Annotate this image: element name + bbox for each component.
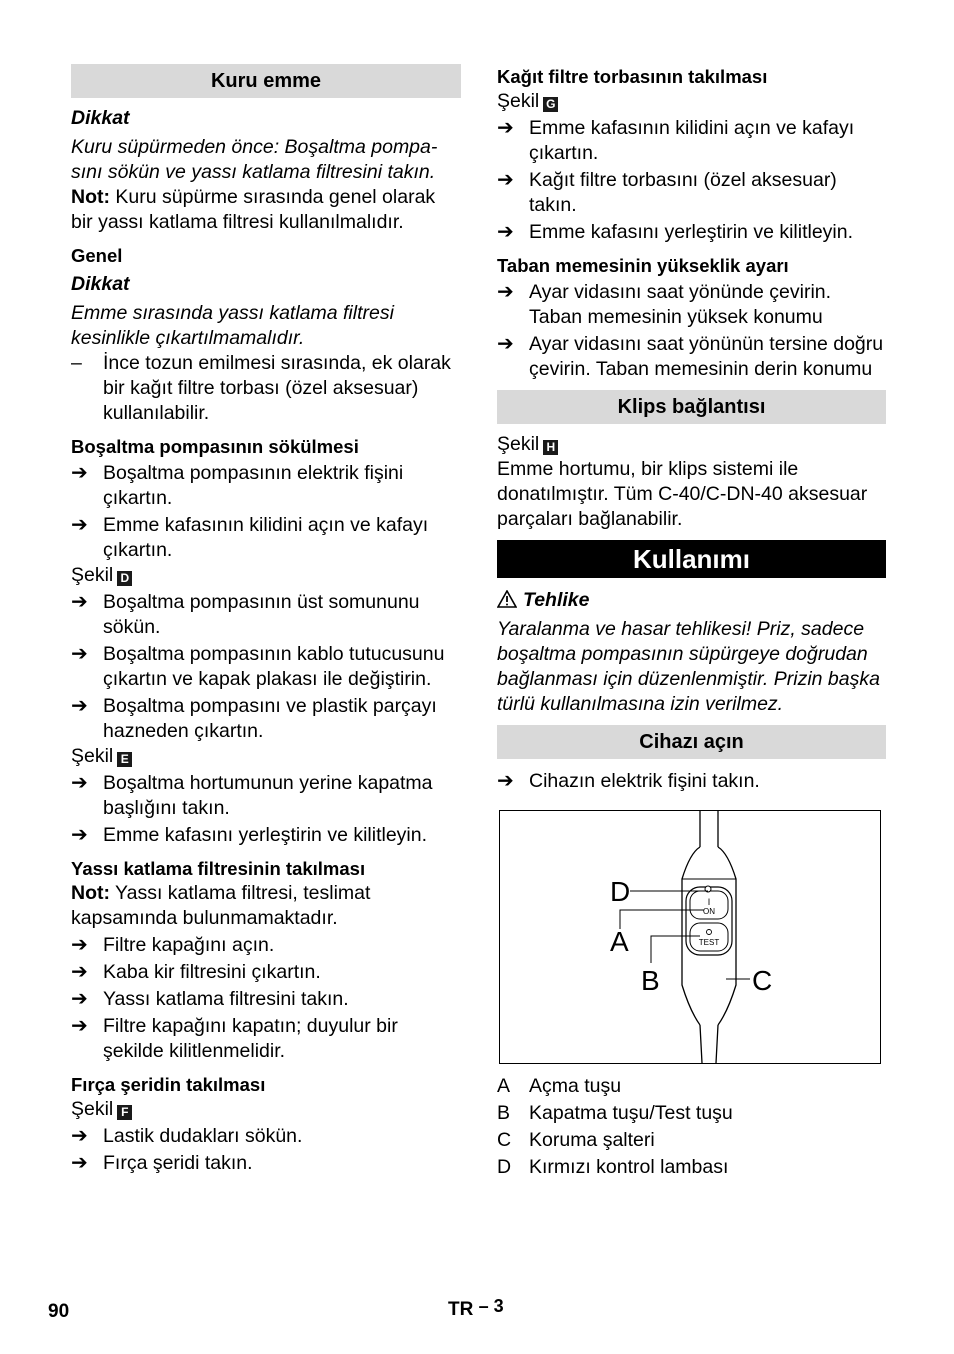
step-item [497, 280, 886, 330]
step-item [497, 116, 886, 166]
step-item [71, 1014, 461, 1064]
step-item [497, 769, 886, 794]
legend-item [497, 1155, 886, 1180]
arrow-icon: ➔ [71, 961, 88, 983]
figure-label: Şekil [71, 745, 114, 767]
figure-label: Şekil [497, 433, 540, 455]
label-d: D [610, 876, 631, 907]
figure-reference [71, 1097, 461, 1122]
note-paragraph [71, 185, 461, 235]
arrow-icon: ➔ [497, 333, 514, 355]
arrow-icon: ➔ [71, 1152, 88, 1174]
caution-label: Dikkat [71, 273, 130, 295]
chapter-heading-kullanim: Kullanımı [497, 540, 886, 578]
arrow-icon: ➔ [71, 988, 88, 1010]
note-label: Not: [71, 882, 110, 904]
arrow-icon: ➔ [71, 824, 88, 846]
legend-item [497, 1101, 886, 1126]
left-column [71, 64, 461, 1176]
legend-key: C [497, 1129, 512, 1151]
subheading-yassi: Yassı katlama filtresinin takılması [71, 858, 366, 879]
step-text: Filtre kapağını kapatın; duyulur bir şekilde kilitlenmelidir. [103, 1015, 398, 1062]
on-symbol: I [707, 897, 711, 907]
step-item [497, 332, 886, 382]
step-item [71, 461, 461, 511]
figure-letter-badge: H [543, 440, 558, 455]
figure-label: Şekil [71, 1098, 114, 1120]
arrow-icon: ➔ [71, 772, 88, 794]
step-item [71, 987, 461, 1012]
legend-text: Açma tuşu [529, 1075, 622, 1097]
arrow-icon: ➔ [71, 591, 88, 613]
arrow-icon: ➔ [71, 1015, 88, 1037]
section-heading-cihaz: Cihazı açın [497, 725, 886, 759]
on-button-label: ON [703, 907, 715, 916]
arrow-icon: ➔ [497, 169, 514, 191]
danger-text: Yaralanma ve hasar tehlikesi! Priz, sadece boşaltma pompasının süpürgeye doğrudan bağlanması için düzenlenmiştir. Prizin başka türlü kullanılmasına izin verilmez. [497, 618, 880, 715]
dash-item [71, 351, 461, 426]
note-text: Kuru süpürme sırasında genel olarak bir yassı katlama filtresi kullanılmalıdır. [71, 186, 436, 233]
caution-label: Dikkat [71, 107, 130, 129]
arrow-icon: ➔ [497, 770, 514, 792]
step-item [71, 694, 461, 744]
step-item [71, 1151, 461, 1176]
subheading-kagit: Kağıt filtre torbasının takılması [497, 66, 768, 87]
figure-reference [71, 563, 461, 588]
step-text: Cihazın elektrik fişini takın. [529, 770, 760, 792]
danger-label [497, 588, 886, 613]
step-text: Lastik dudakları sökün. [103, 1125, 303, 1147]
footer-language: TR [448, 1299, 474, 1320]
arrow-icon: ➔ [497, 281, 514, 303]
note-label: Not: [71, 186, 110, 208]
step-item [71, 823, 461, 848]
note-text: Yassı katlama filtresi, teslimat kapsamında bulunmamaktadır. [71, 882, 371, 929]
arrow-icon: ➔ [497, 221, 514, 243]
note-paragraph [71, 881, 461, 931]
step-text: Boşaltma hortumunun yerine kapatma başlığını takın. [103, 772, 433, 819]
test-button-label: TEST [698, 938, 720, 947]
subheading-genel: Genel [71, 245, 123, 266]
legend-text: Kırmızı kontrol lambası [529, 1156, 729, 1178]
legend-text: Koruma şalteri [529, 1129, 655, 1151]
step-item [71, 960, 461, 985]
step-item [497, 168, 886, 218]
step-text: Ayar vidasını saat yönünde çevirin. Taban memesinin yüksek konumu [529, 281, 832, 328]
footer-section [448, 1297, 504, 1322]
step-text: Kağıt filtre torbasını (özel aksesuar) takın. [529, 169, 837, 216]
arrow-icon: ➔ [71, 514, 88, 536]
arrow-icon: ➔ [71, 1125, 88, 1147]
dash-mark: – [71, 352, 82, 374]
figure-letter-badge: F [117, 1105, 132, 1120]
footer-section-number: – 3 [478, 1296, 504, 1316]
step-text: Emme kafasını yerleştirin ve kilitleyin. [103, 824, 428, 846]
step-text: Boşaltma pompasının üst somununu sökün. [103, 591, 420, 638]
section-heading-klips: Klips bağlantısı [497, 390, 886, 424]
subheading-bosaltma: Boşaltma pompasının sökülmesi [71, 436, 359, 457]
arrow-icon: ➔ [71, 643, 88, 665]
legend-item [497, 1128, 886, 1153]
step-text: Boşaltma pompasının elektrik fişini çıkartın. [103, 462, 404, 509]
step-text: Kaba kir filtresini çıkartın. [103, 961, 321, 983]
caution-text: Emme sırasında yassı katlama filtresi kesinlikle çıkartılmamalıdır. [71, 302, 394, 349]
danger-label-text: Tehlike [523, 589, 590, 611]
figure-reference [71, 744, 461, 769]
legend-key: A [497, 1075, 511, 1097]
step-text: Boşaltma pompasını ve plastik parçayı hazneden çıkartın. [103, 695, 437, 742]
step-text: Fırça şeridi takın. [103, 1152, 253, 1174]
figure-reference [497, 432, 886, 457]
figure-label: Şekil [497, 90, 540, 112]
legend-key: D [497, 1156, 512, 1178]
subheading-firca: Fırça şeridin takılması [71, 1074, 266, 1095]
arrow-icon: ➔ [71, 695, 88, 717]
step-item [71, 771, 461, 821]
step-text: Emme kafasının kilidini açın ve kafayı çıkartın. [103, 514, 429, 561]
label-c: C [752, 965, 773, 996]
arrow-icon: ➔ [71, 462, 88, 484]
step-item [71, 642, 461, 692]
step-item [71, 513, 461, 563]
warning-triangle-icon [497, 590, 517, 608]
step-text: Emme kafasını yerleştirin ve kilitleyin. [529, 221, 854, 243]
step-item [497, 220, 886, 245]
figure-letter-badge: D [117, 571, 132, 586]
figure-letter-badge: E [117, 752, 132, 767]
page-number: 90 [48, 1301, 70, 1322]
label-b: B [641, 965, 660, 996]
step-item [71, 1124, 461, 1149]
step-text: Boşaltma pompasının kablo tutucusunu çıkartın ve kapak plakası ile değiştirin. [103, 643, 445, 690]
klips-text: Emme hortumu, bir klips sistemi ile donatılmıştır. Tüm C-40/C-DN-40 aksesuar parçaları bağlanabilir. [497, 458, 868, 530]
subheading-taban: Taban memesinin yükseklik ayarı [497, 255, 789, 276]
legend-text: Kapatma tuşu/Test tuşu [529, 1102, 733, 1124]
step-text: Yassı katlama filtresini takın. [103, 988, 349, 1010]
legend-item [497, 1074, 886, 1099]
arrow-icon: ➔ [497, 117, 514, 139]
step-text: Emme kafasının kilidini açın ve kafayı çıkartın. [529, 117, 855, 164]
step-item [71, 590, 461, 640]
figure-reference [497, 89, 886, 114]
dash-text: İnce tozun emilmesi sırasında, ek olarak bir kağıt filtre torbası (özel aksesuar) kullanılabilir. [103, 352, 451, 424]
plug-switch-illustration [500, 811, 880, 1063]
figure-letter-badge: G [543, 97, 558, 112]
arrow-icon: ➔ [71, 934, 88, 956]
section-heading-kuru-emme: Kuru emme [71, 64, 461, 98]
step-item [71, 933, 461, 958]
label-a: A [610, 926, 629, 957]
legend-key: B [497, 1102, 511, 1124]
figure-label: Şekil [71, 564, 114, 586]
step-text: Ayar vidasını saat yönünün tersine doğru çevirin. Taban memesinin derin konumu [529, 333, 884, 380]
right-column [497, 64, 886, 1180]
step-text: Filtre kapağını açın. [103, 934, 275, 956]
plug-switch-figure [499, 810, 881, 1064]
caution-text: Kuru süpürmeden önce: Boşaltma pompa-sını sökün ve yassı katlama filtresini takın. [71, 136, 438, 183]
